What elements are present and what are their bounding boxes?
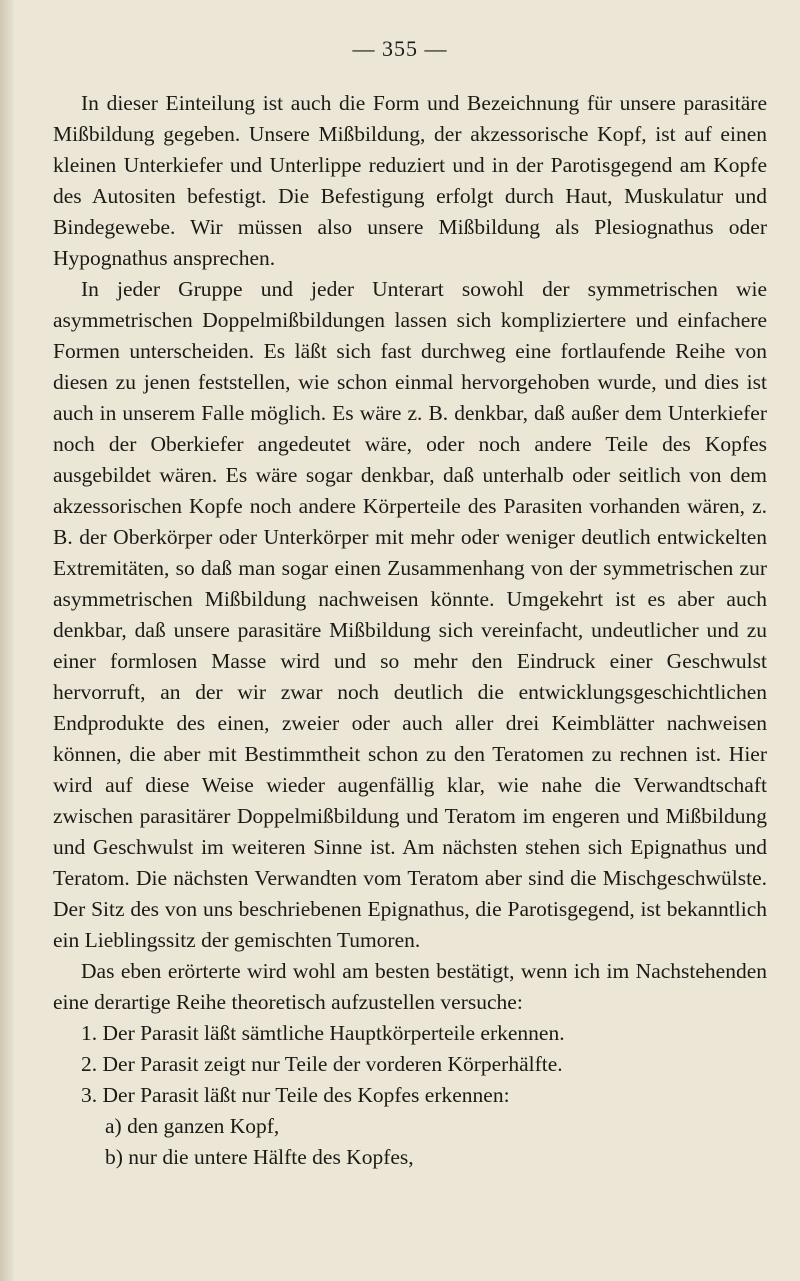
sub-item-b: b) nur die untere Hälfte des Kopfes, [105, 1145, 414, 1169]
sub-item-a: a) den ganzen Kopf, [105, 1114, 280, 1138]
paragraph-2: In jeder Gruppe und jeder Unterart sowohl der symmetrischen wie asymmetrischen Doppelmißbildungen lassen sich kompliziertere und einfachere Formen unterscheiden. Es läßt sich fast durchweg eine fortlaufende Reihe von diesen zu jenen feststellen, wie schon einmal hervorgehoben wurde, und dies ist auch in unserem Falle möglich. Es wäre z. B. denkbar, daß außer dem Unterkiefer noch der Oberkiefer angedeutet wäre, oder noch andere Teile des Kopfes ausgebildet wären. Es wäre sogar denkbar, daß unterhalb oder seitlich von dem akzessorischen Kopfe noch andere Körperteile des Parasiten vorhanden wären, z. B. der Oberkörper oder Unterkörper mit mehr oder weniger deutlich entwickelten Extremitäten, so daß man sogar einen Zusammenhang von der symmetrischen zur asymmetrischen Mißbildung nachweisen könnte. Umgekehrt ist es aber auch denkbar, daß unsere parasitäre Mißbildung sich vereinfacht, undeutlicher und zu einer formlosen Masse wird und so mehr den Eindruck einer Geschwulst hervorruft, an der wir zwar noch deutlich die entwicklungsgeschichtlichen Endprodukte des einen, zweier oder auch aller drei Keimblätter nachweisen können, die aber mit Bestimmtheit schon zu den Teratomen zu rechnen ist. Hier wird auf diese Weise wieder augenfällig klar, wie nahe die Verwandtschaft zwischen parasitärer Doppelmißbildung und Teratom im engeren und Mißbildung und Geschwulst im weiteren Sinne ist. Am nächsten stehen sich Epignathus und Teratom. Die nächsten Verwandten vom Teratom aber sind die Mischgeschwülste. Der Sitz des von uns beschriebenen Epignathus, die Parotisgegend, ist bekanntlich ein Lieblingssitz der gemischten Tumoren. [53, 277, 767, 952]
body-text [53, 88, 767, 1173]
list-item-2: 2. Der Parasit zeigt nur Teile der vorderen Körperhälfte. [81, 1052, 563, 1076]
list-item-3: 3. Der Parasit läßt nur Teile des Kopfes erkennen: [81, 1083, 510, 1107]
paragraph-3: Das eben erörterte wird wohl am besten bestätigt, wenn ich im Nachstehenden eine derartige Reihe theoretisch aufzustellen versuche: [53, 959, 767, 1014]
page-edge-shadow [0, 0, 14, 1281]
numbered-list [53, 1018, 767, 1173]
page-number: — 355 — [352, 36, 448, 61]
list-item-1: 1. Der Parasit läßt sämtliche Hauptkörperteile erkennen. [81, 1021, 565, 1045]
paragraph-1: In dieser Einteilung ist auch die Form und Bezeichnung für unsere parasitäre Mißbildung gegeben. Unsere Mißbildung, der akzessorische Kopf, ist auf einen kleinen Unterkiefer und Unterlippe reduziert und in der Parotisgegend am Kopfe des Autositen befestigt. Die Befestigung erfolgt durch Haut, Muskulatur und Bindegewebe. Wir müssen also unsere Mißbildung als Plesiognathus oder Hypognathus ansprechen. [53, 91, 767, 270]
